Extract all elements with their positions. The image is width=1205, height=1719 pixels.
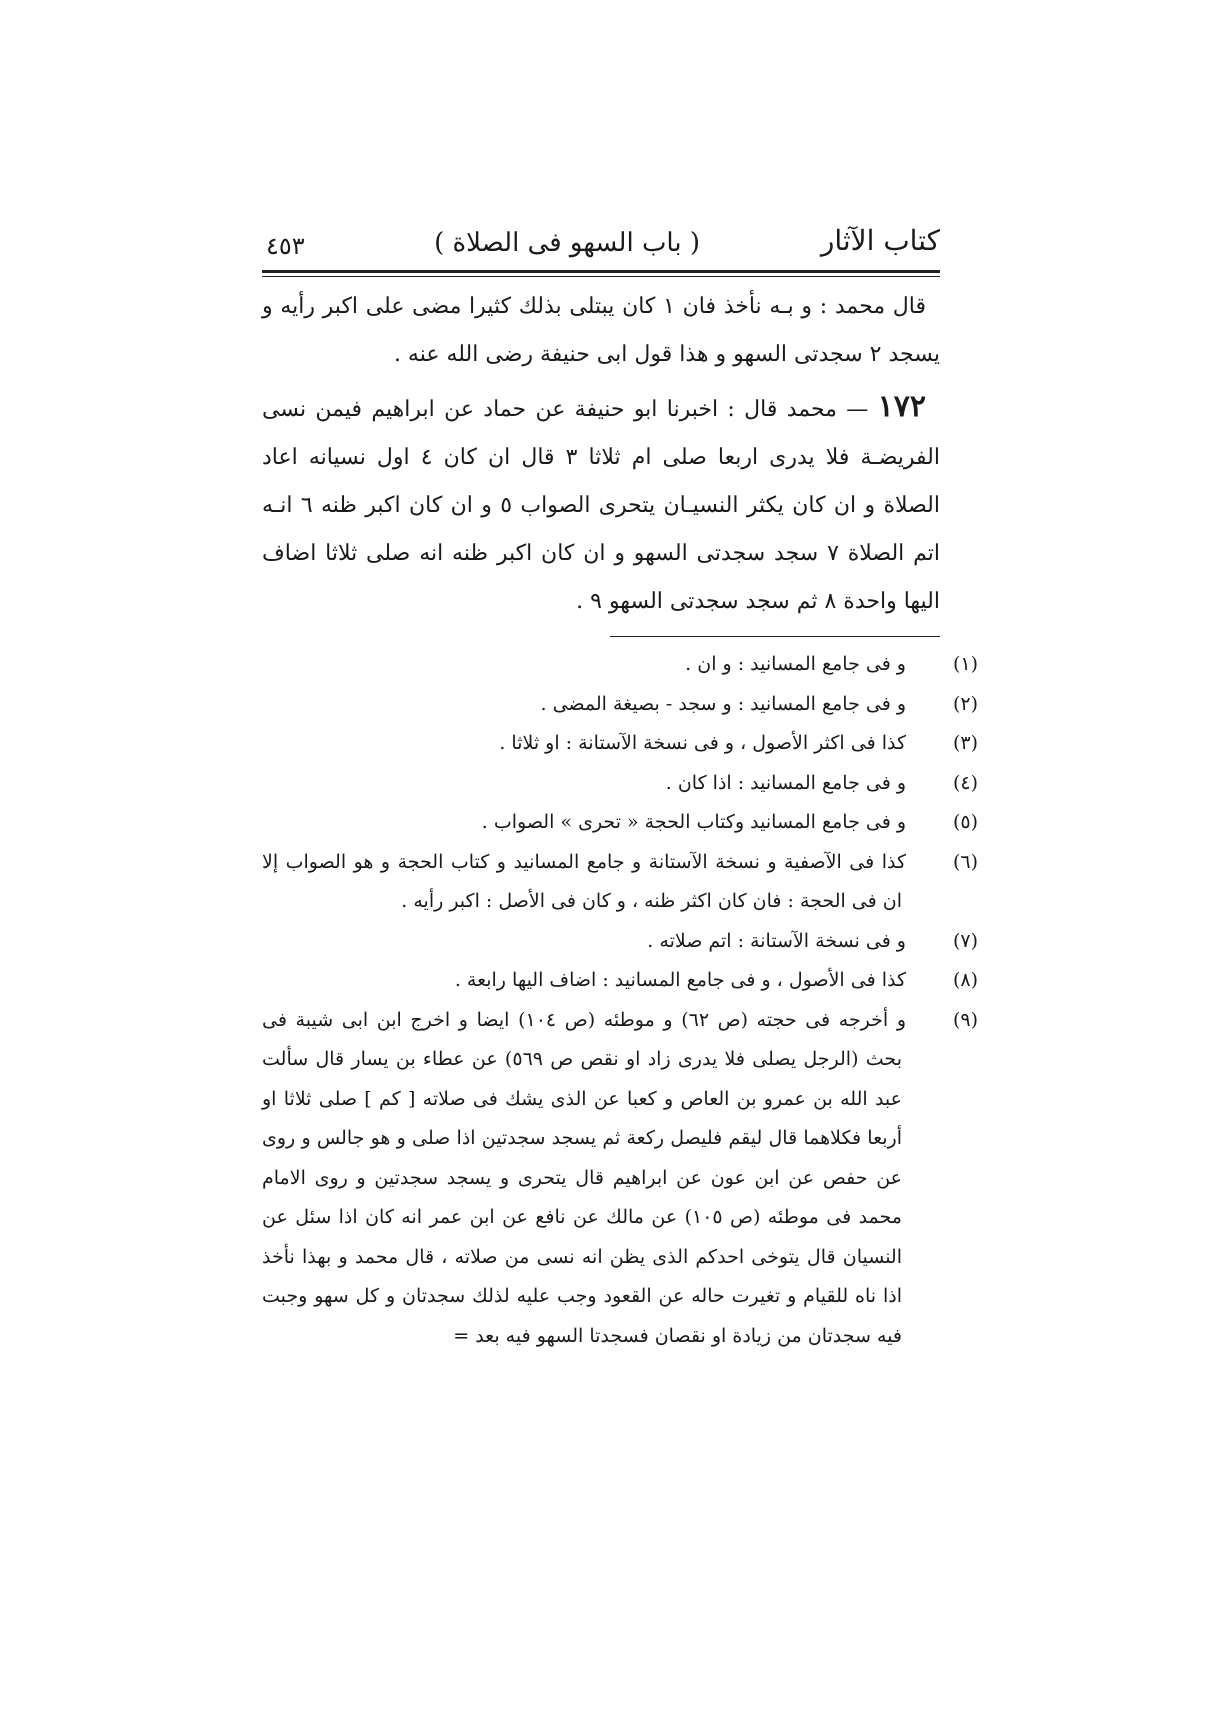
footnote-text: و أخرجه فى حجته (ص ٦٢) و موطئه (ص ١٠٤) ايضا و اخرج ابن ابى شيبة فى بحث (الرجل يصلى فلا يدرى زاد او نقص ص ٥٦٩) عن عطاء بن يسار قال سألت عبد الله بن عمرو بن العاص و كعبا عن الذى يشك فى صلاته [ كم ] صلى ثلاثا او أربعا فكلاهما قال ليقم فليصل ركعة ثم يسجد سجدتين اذا صلى و هو جالس و روى عن حفص عن ابن عون عن ابراهيم قال يتحرى و يسجد سجدتين و روى الامام محمد فى موطئه (ص ١٠٥) عن مالك عن نافع عن ابن عمر انه كان اذا سئل عن النسيان قال يتوخى احدكم الذى يظن انه نسى من صلاته ، قال محمد و بهذا نأخذ اذا ناه للقيام و تغيرت حاله عن القعود وجب عليه لذلك سجدتان و كل سهو وجبت فيه سجدتان من زيادة او نقصان فسجدتا السهو فيه بعد = bbox=[262, 1008, 906, 1347]
footnote-number: (٦) bbox=[952, 850, 978, 873]
footnote-1 bbox=[262, 645, 978, 685]
footnote-number: (٧) bbox=[952, 929, 978, 952]
footnote-7 bbox=[262, 922, 978, 962]
footnotes bbox=[262, 645, 978, 1356]
hadith-text: — محمد قال : اخبرنا ابو حنيفة عن حماد عن ابراهيم فيمن نسى الفريضـة فلا يدرى اربعا صلى ام ثلاثا ٣ قال ان كان ٤ اول نسيانه اعاد الصلاة و ان كان يكثر النسيـان يتحرى الصواب ٥ و ان كان اكبر ظنه ٦ انـه اتم الصلاة ٧ سجد سجدتى السهو و ان كان اكبر ظنه انه صلى ثلاثا اضاف اليها واحدة ٨ ثم سجد سجدتى السهو ٩ . bbox=[262, 397, 940, 614]
footnote-5 bbox=[262, 803, 978, 843]
footnote-text: كذا فى اكثر الأصول ، و فى نسخة الآستانة : او ثلاثا . bbox=[499, 732, 906, 754]
footnote-text: و فى نسخة الآستانة : اتم صلاته . bbox=[647, 929, 906, 952]
footnote-text: و فى جامع المسانيد وكتاب الحجة « تحرى » الصواب . bbox=[481, 811, 906, 833]
footnote-8 bbox=[262, 961, 978, 1001]
footnotes-divider bbox=[610, 636, 940, 637]
paragraph-1: قال محمد : و بـه نأخذ فان ١ كان يبتلى بذلك كثيرا مضى على اكبر رأيه و يسجد ٢ سجدتى السهو و هذا قول ابى حنيفة رضى الله عنه . bbox=[262, 294, 940, 367]
footnote-number: (٨) bbox=[952, 969, 978, 991]
footnote-text: كذا فى الآصفية و نسخة الآستانة و جامع المسانيد و كتاب الحجة و هو الصواب إلا ان فى الحجة : فان كان اكثر ظنه ، و كان فى الأصل : اكبر رأيه . bbox=[262, 850, 906, 912]
hadith-paragraph bbox=[262, 383, 940, 626]
chapter-title: ( باب السهو فى الصلاة ) bbox=[434, 228, 700, 258]
header-rule-thick bbox=[262, 270, 940, 273]
page-header bbox=[262, 222, 940, 268]
header-rule-thin bbox=[262, 276, 940, 277]
page-number: ٤٥٣ bbox=[266, 232, 305, 260]
hadith-number: ١٧٢ bbox=[877, 389, 926, 424]
footnote-6 bbox=[262, 843, 978, 922]
footnote-number: (٤) bbox=[952, 771, 978, 794]
footnote-number: (٢) bbox=[952, 692, 978, 715]
footnote-4 bbox=[262, 764, 978, 804]
footnote-number: (٥) bbox=[952, 811, 978, 833]
footnote-9 bbox=[262, 1001, 978, 1357]
footnote-text: و فى جامع المسانيد : و سجد - بصيغة المضى . bbox=[540, 692, 906, 715]
footnote-number: (٩) bbox=[952, 1008, 978, 1031]
document-page bbox=[262, 222, 978, 1356]
footnote-text: و فى جامع المسانيد : و ان . bbox=[685, 653, 906, 675]
footnote-3 bbox=[262, 724, 978, 764]
footnote-number: (١) bbox=[952, 653, 978, 675]
book-title: كتاب الآثار bbox=[820, 224, 940, 257]
footnote-2 bbox=[262, 685, 978, 725]
footnote-text: كذا فى الأصول ، و فى جامع المسانيد : اضاف اليها رابعة . bbox=[454, 969, 906, 991]
footnote-text: و فى جامع المسانيد : اذا كان . bbox=[665, 771, 906, 794]
footnote-number: (٣) bbox=[952, 732, 978, 754]
main-text bbox=[262, 283, 940, 626]
